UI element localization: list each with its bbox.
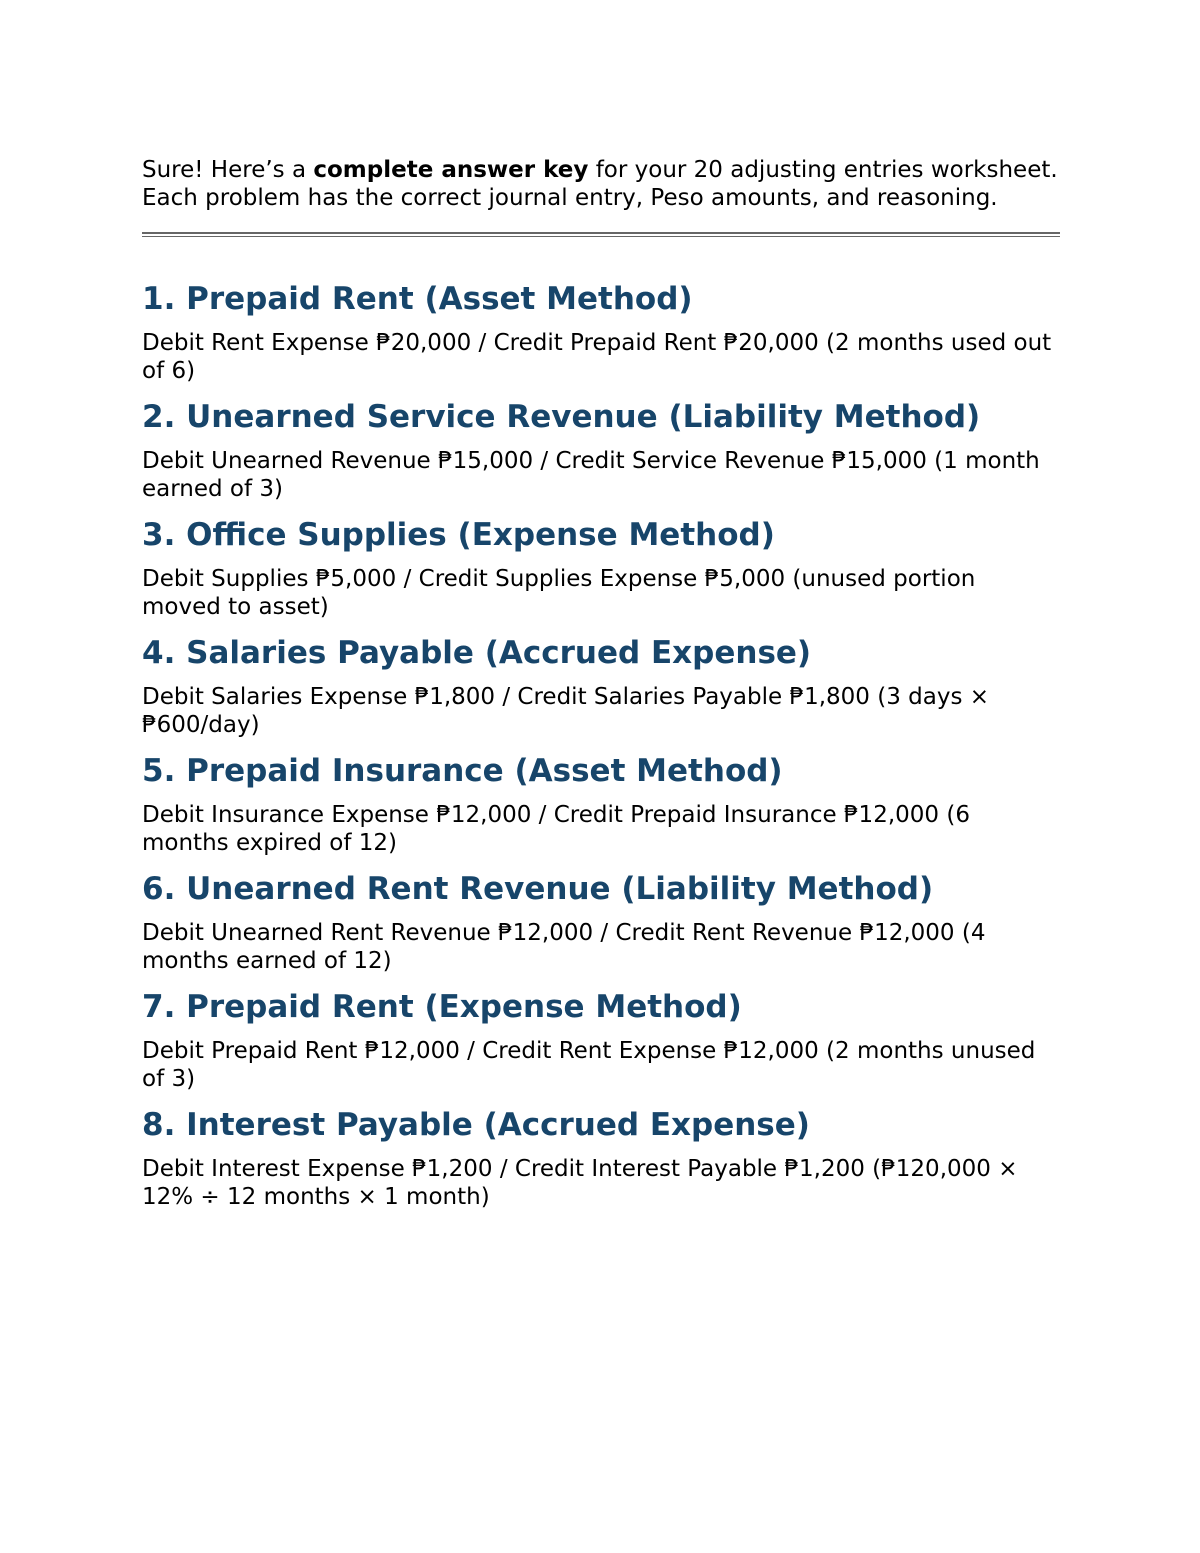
entry-4-heading: 4. Salaries Payable (Accrued Expense) bbox=[142, 635, 812, 671]
entry-2 bbox=[142, 397, 1060, 503]
entry-4 bbox=[142, 633, 1060, 739]
intro-paragraph bbox=[142, 156, 1060, 212]
entry-list bbox=[142, 279, 1060, 1211]
entry-5-text: Debit Insurance Expense ₱12,000 / Credit Prepaid Insurance ₱12,000 (6 months expired of 12) bbox=[142, 802, 970, 856]
document-page bbox=[142, 156, 1060, 1211]
entry-3 bbox=[142, 515, 1060, 621]
entry-2-heading: 2. Unearned Service Revenue (Liability Method) bbox=[142, 399, 981, 435]
horizontal-divider bbox=[142, 232, 1060, 237]
entry-6 bbox=[142, 869, 1060, 975]
entry-2-text: Debit Unearned Revenue ₱15,000 / Credit Service Revenue ₱15,000 (1 month earned of 3) bbox=[142, 448, 1040, 502]
entry-1 bbox=[142, 279, 1060, 385]
entry-6-text: Debit Unearned Rent Revenue ₱12,000 / Credit Rent Revenue ₱12,000 (4 months earned of 12) bbox=[142, 920, 986, 974]
entry-8 bbox=[142, 1105, 1060, 1211]
entry-4-text: Debit Salaries Expense ₱1,800 / Credit Salaries Payable ₱1,800 (3 days × ₱600/day) bbox=[142, 684, 990, 738]
entry-1-text: Debit Rent Expense ₱20,000 / Credit Prepaid Rent ₱20,000 (2 months used out of 6) bbox=[142, 330, 1052, 384]
entry-1-heading: 1. Prepaid Rent (Asset Method) bbox=[142, 281, 693, 317]
entry-3-heading: 3. Office Supplies (Expense Method) bbox=[142, 517, 775, 553]
entry-7-heading: 7. Prepaid Rent (Expense Method) bbox=[142, 989, 742, 1025]
entry-8-text: Debit Interest Expense ₱1,200 / Credit Interest Payable ₱1,200 (₱120,000 × 12% ÷ 12 months × 1 month) bbox=[142, 1156, 1018, 1210]
entry-5 bbox=[142, 751, 1060, 857]
intro-suffix: for your 20 adjusting entries worksheet. Each problem has the correct journal entry, Peso amounts, and reasoning. bbox=[142, 157, 1058, 211]
entry-8-heading: 8. Interest Payable (Accrued Expense) bbox=[142, 1107, 810, 1143]
entry-7 bbox=[142, 987, 1060, 1093]
intro-prefix: Sure! Here’s a bbox=[142, 157, 314, 183]
entry-5-heading: 5. Prepaid Insurance (Asset Method) bbox=[142, 753, 783, 789]
entry-3-text: Debit Supplies ₱5,000 / Credit Supplies Expense ₱5,000 (unused portion moved to asset) bbox=[142, 566, 976, 620]
entry-7-text: Debit Prepaid Rent ₱12,000 / Credit Rent Expense ₱12,000 (2 months unused of 3) bbox=[142, 1038, 1036, 1092]
entry-6-heading: 6. Unearned Rent Revenue (Liability Method) bbox=[142, 871, 934, 907]
intro-bold-phrase: complete answer key bbox=[313, 157, 589, 183]
